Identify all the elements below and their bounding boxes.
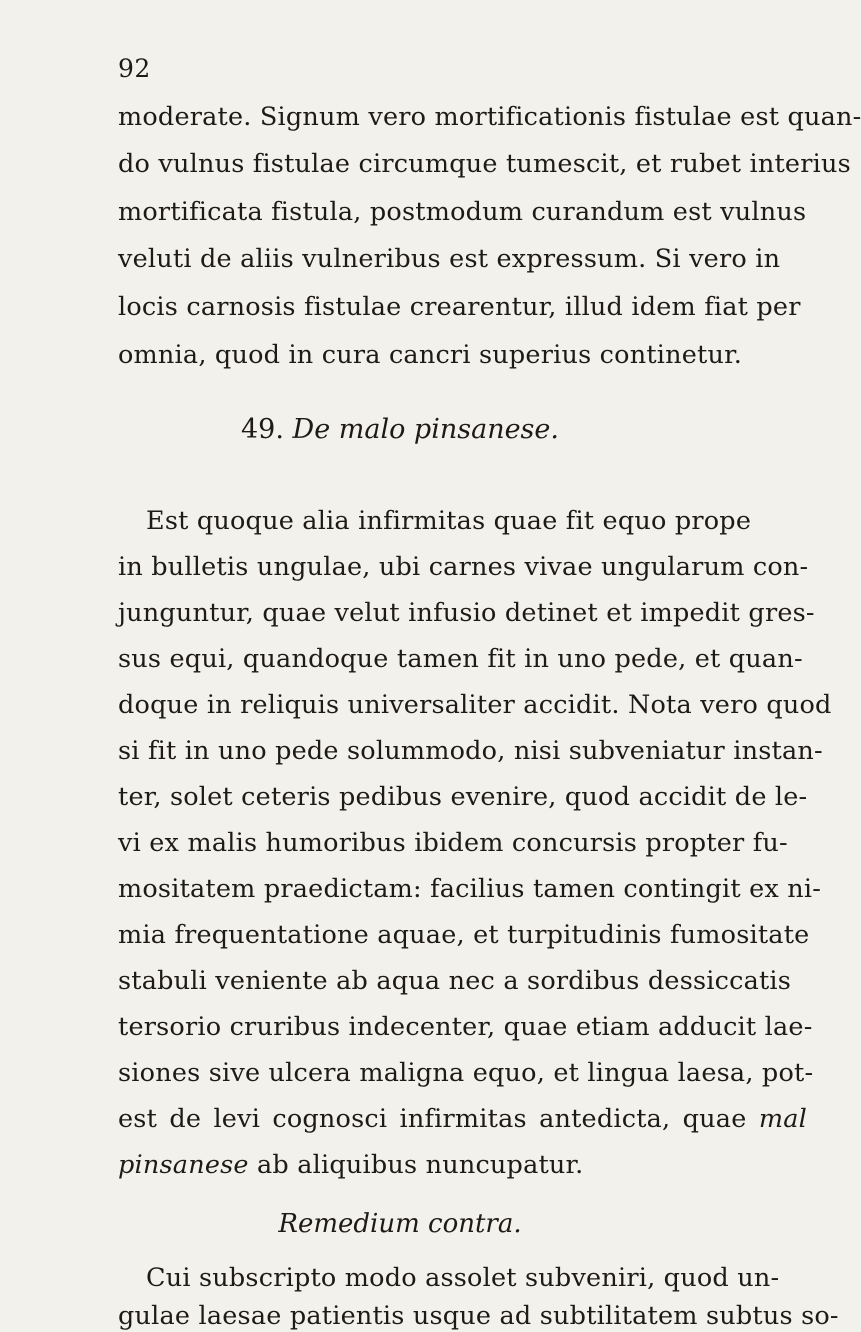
text-line: si fit in uno pede solummodo, nisi subveniatur instan- [118,736,823,766]
text-line: in bulletis ungulae, ubi carnes vivae ungularum con- [118,552,809,582]
italic-term: mal [758,1104,807,1134]
section-subheading: Remedium contra. [278,1209,522,1239]
text-line: vi ex malis humoribus ibidem concursis propter fu- [118,828,788,858]
text-line: veluti de aliis vulneribus est expressum. Si vero in [118,244,781,274]
text-line: Est quoque alia infirmitas quae fit equo prope [146,506,752,536]
text-span: ab aliquibus nuncupatur. [257,1150,584,1180]
text-line: gulae laesae patientis usque ad subtilitatem subtus so- [118,1301,839,1331]
text-line: mortificata fistula, postmodum curandum est vulnus [118,197,807,227]
text-line: siones sive ulcera maligna equo, et lingua laesa, pot- [118,1058,814,1088]
text-line: Cui subscripto modo assolet subveniri, quod un- [146,1263,780,1293]
text-line: locis carnosis fistulae crearentur, illud idem fiat per [118,292,801,322]
text-line: tersorio cruribus indecenter, quae etiam adducit lae- [118,1012,813,1042]
text-line: ter, solet ceteris pedibus evenire, quod accidit de le- [118,782,808,812]
italic-term: pinsanese [118,1150,249,1180]
text-line: junguntur, quae velut infusio detinet et impedit gres- [118,598,815,628]
text-line: mia frequentatione aquae, et turpitudinis fumositate [118,920,810,950]
text-line: do vulnus fistulae circumque tumescit, et rubet interius [118,149,851,179]
chapter-heading [0,413,800,447]
text-line: mositatem praedictam: facilius tamen contingit ex ni- [118,874,822,904]
chapter-number: 49. [241,414,284,445]
text-line: doque in reliquis universaliter accidit. Nota vero quod [118,690,832,720]
text-line [118,1149,678,1181]
text-line: stabuli veniente ab aqua nec a sordibus dessiccatis [118,966,792,996]
text-span: est de levi cognosci infirmitas antedicta, quae [118,1104,747,1134]
chapter-title: De malo pinsanese. [292,414,559,445]
text-line: sus equi, quandoque tamen fit in uno pede, et quan- [118,644,803,674]
text-line [118,1103,807,1135]
text-line: omnia, quod in cura cancri superius continetur. [118,340,743,370]
page-number: 92 [118,54,151,83]
text-line: moderate. Signum vero mortificationis fistulae est quan- [118,102,861,132]
